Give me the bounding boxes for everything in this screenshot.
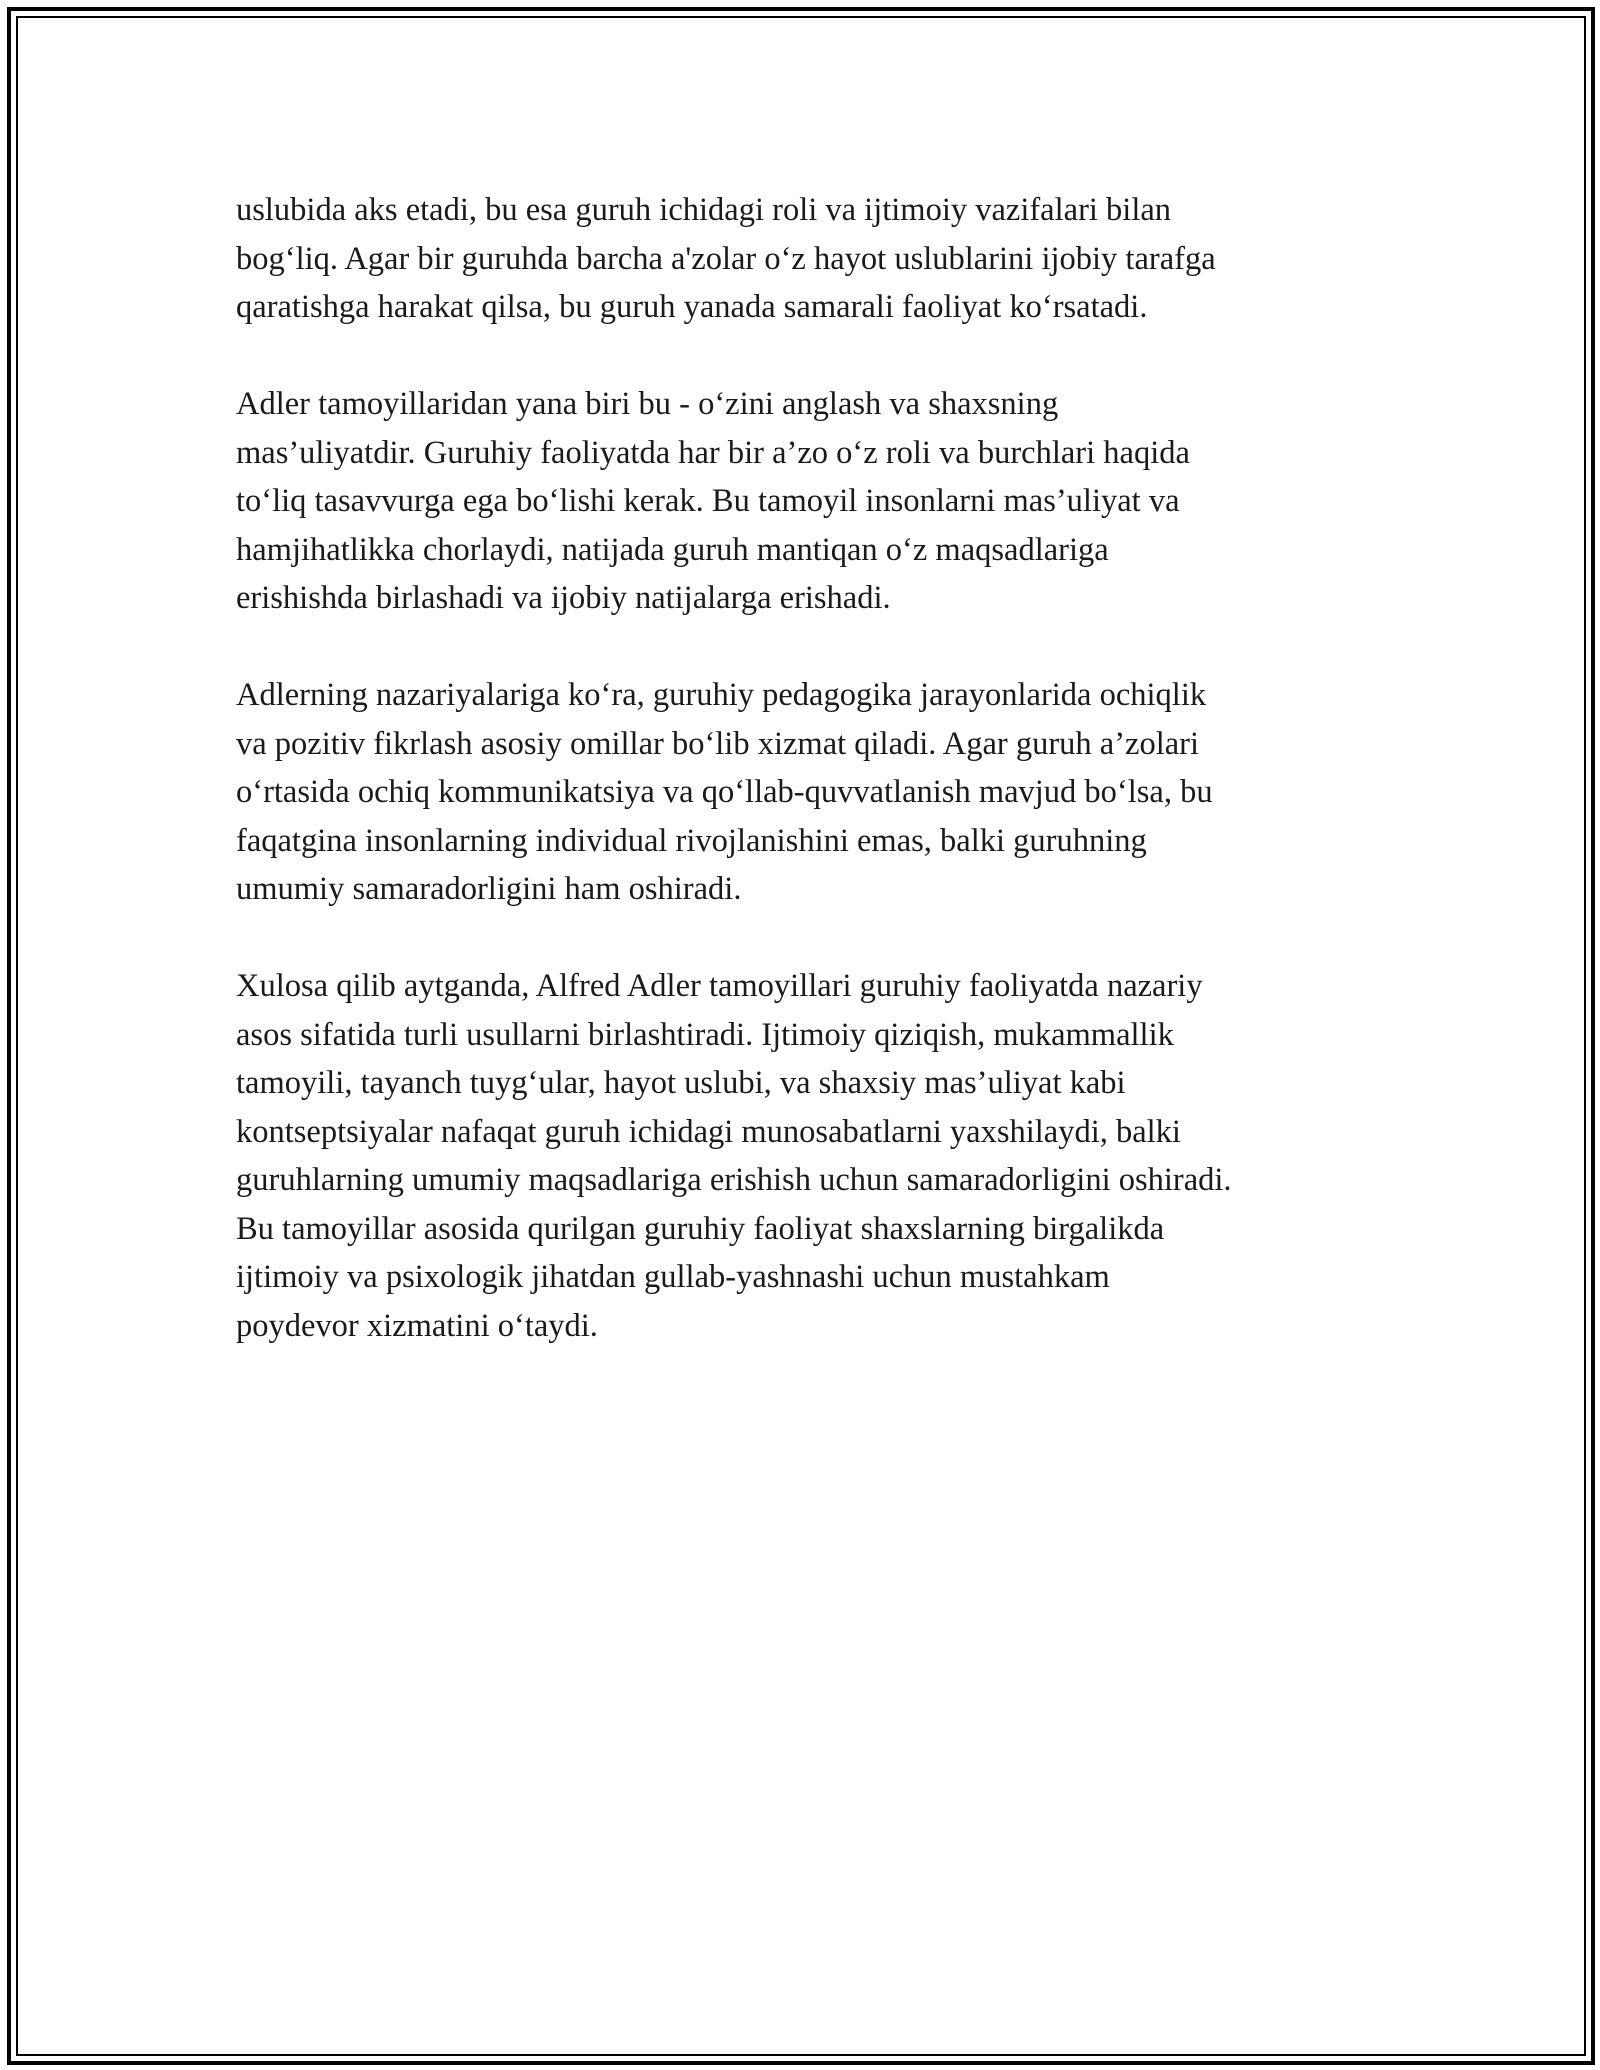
paragraph-2 (236, 380, 1386, 623)
text-line: umumiy samaradorligini ham oshiradi. (236, 871, 742, 907)
text-line: uslubida aks etadi, bu esa guruh ichidagi roli va ijtimoiy vazifalari bilan (236, 192, 1172, 228)
text-line: kontseptsiyalar nafaqat guruh ichidagi munosabatlarni yaxshilaydi, balki (236, 1113, 1181, 1150)
text-line: to‘liq tasavvurga ega bo‘lishi kerak. Bu tamoyil insonlarni mas’uliyat va (236, 483, 1180, 519)
text-line: Adler tamoyillaridan yana biri bu - o‘zini anglash va shaxsning (236, 386, 1059, 422)
document-body (236, 186, 1386, 1399)
text-line: asos sifatida turli usullarni birlashtiradi. Ijtimoiy qiziqish, mukammallik (236, 1016, 1174, 1053)
text-line: Bu tamoyillar asosida qurilgan guruhiy faoliyat shaxslarning birgalikda (236, 1210, 1165, 1247)
paragraph-1 (236, 186, 1386, 332)
text-line: mas’uliyatdir. Guruhiy faoliyatda har bir a’zo o‘z roli va burchlari haqida (236, 434, 1190, 471)
text-line: qaratishga harakat qilsa, bu guruh yanada samarali faoliyat ko‘rsatadi. (236, 289, 1148, 325)
paragraph-4 (236, 962, 1386, 1350)
text-line: Adlerning nazariyalariga ko‘ra, guruhiy pedagogika jarayonlarida ochiqlik (236, 677, 1207, 713)
text-line: erishishda birlashadi va ijobiy natijalarga erishadi. (236, 580, 891, 616)
text-line: hamjihatlikka chorlaydi, natijada guruh mantiqan o‘z maqsadlariga (236, 531, 1109, 568)
text-line: ijtimoiy va psixologik jihatdan gullab-yashnashi uchun mustahkam (236, 1259, 1110, 1295)
text-line: bog‘liq. Agar bir guruhda barcha a'zolar o‘z hayot uslublarini ijobiy tarafga (236, 240, 1216, 277)
paragraph-3 (236, 671, 1386, 914)
text-line: Xulosa qilib aytganda, Alfred Adler tamoyillari guruhiy faoliyatda nazariy (236, 968, 1203, 1004)
text-line: va pozitiv fikrlash asosiy omillar bo‘lib xizmat qiladi. Agar guruh a’zolari (236, 725, 1200, 762)
text-line: guruhlarning umumiy maqsadlariga erishish uchun samaradorligini oshiradi. (236, 1162, 1232, 1198)
text-line: faqatgina insonlarning individual rivojlanishini emas, balki guruhning (236, 822, 1147, 859)
text-line: o‘rtasida ochiq kommunikatsiya va qo‘llab-quvvatlanish mavjud bo‘lsa, bu (236, 774, 1213, 810)
text-line: poydevor xizmatini o‘taydi. (236, 1307, 598, 1344)
text-line: tamoyili, tayanch tuyg‘ular, hayot uslubi, va shaxsiy mas’uliyat kabi (236, 1065, 1126, 1101)
